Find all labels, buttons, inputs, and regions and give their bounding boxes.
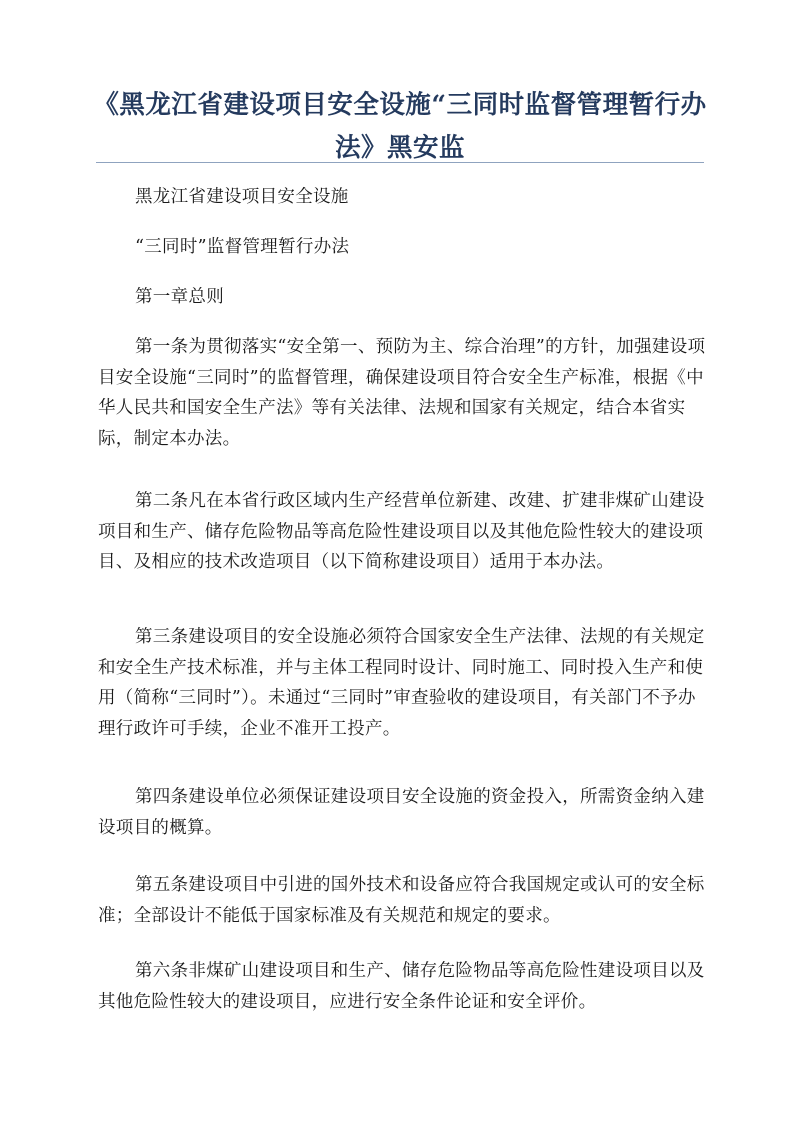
article-6: 第六条非煤矿山建设项目和生产、储存危险物品等高危险性建设项目以及其他危险性较大的建设项目，应进行安全条件论证和安全评价。 <box>98 961 705 1012</box>
article-1: 第一条为贯彻落实“安全第一、预防为主、综合治理”的方针，加强建设项目安全设施“三同时”的监督管理，确保建设项目符合安全生产标准，根据《中华人民共和国安全生产法》等有关法律、法规和国家有关规定，结合本省实际，制定本办法。 <box>98 337 706 449</box>
heading-line-2: “三同时”监督管理暂行办法 <box>135 237 350 257</box>
article-2: 第二条凡在本省行政区域内生产经营单位新建、改建、扩建非煤矿山建设项目和生产、储存危险物品等高危险性建设项目以及其他危险性较大的建设项目、及相应的技术改造项目（以下简称建设项目）适用于本办法。 <box>98 491 705 572</box>
chapter-heading: 第一章总则 <box>135 287 224 307</box>
document-title: 《黑龙江省建设项目安全设施“三同时监督管理暂行办法》黑安监 <box>93 90 707 163</box>
title-divider <box>96 162 704 163</box>
article-4: 第四条建设单位必须保证建设项目安全设施的资金投入，所需资金纳入建设项目的概算。 <box>98 787 705 838</box>
heading-line-1: 黑龙江省建设项目安全设施 <box>135 187 349 207</box>
article-5: 第五条建设项目中引进的国外技术和设备应符合我国规定或认可的安全标准；全部设计不能低于国家标准及有关规范和规定的要求。 <box>98 875 705 926</box>
article-3: 第三条建设项目的安全设施必须符合国家安全生产法律、法规的有关规定和安全生产技术标准，并与主体工程同时设计、同时施工、同时投入生产和使用（简称“三同时”）。未通过“三同时”审查验收的建设项目，有关部门不予办理行政许可手续，企业不准开工投产。 <box>98 627 705 739</box>
